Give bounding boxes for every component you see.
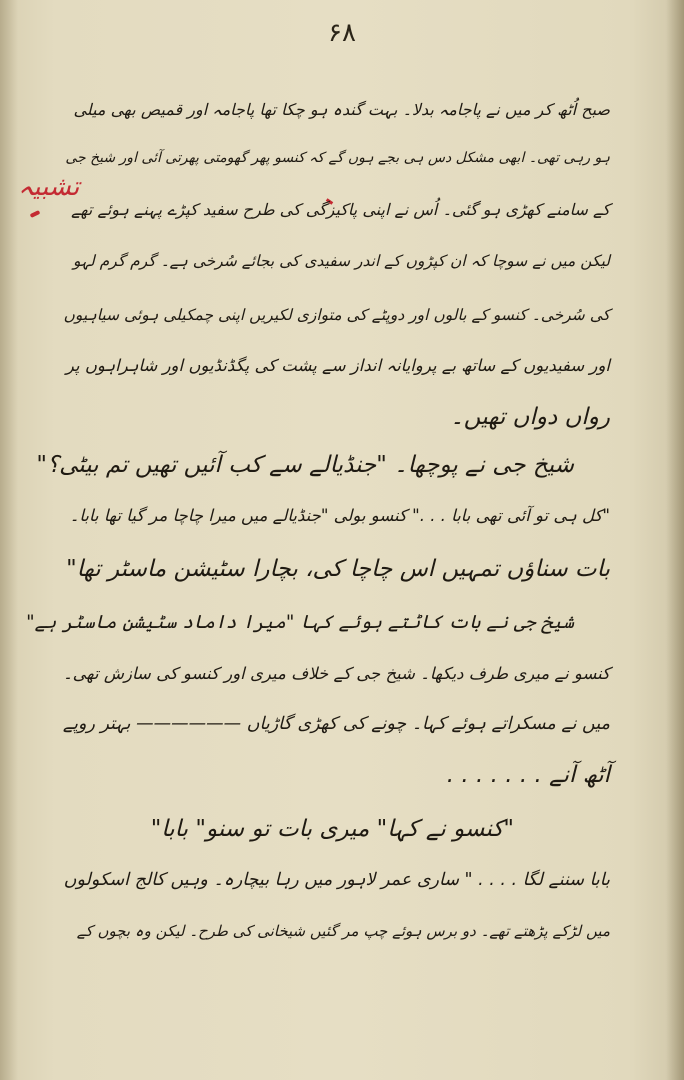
text-line-15: "کنسو نے کہا" میری بات تو سنو" بابا" xyxy=(150,816,514,842)
text-line-9: "کل ہی تو آئی تھی بابا . . ." کنسو بولی "جنڈیالے میں میرا چاچا مر گیا تھا بابا۔ xyxy=(69,506,610,525)
text-line-4: لیکن میں نے سوچا کہ ان کپڑوں کے اندر سفیدی کی بجائے سُرخی ہے۔ گرم گرم لہو xyxy=(72,252,610,270)
text-line-12: کنسو نے میری طرف دیکھا۔ شیخ جی کے خلاف میری اور کنسو کی سازش تھی۔ xyxy=(63,664,610,683)
text-line-16: بابا سننے لگا . . . . " ساری عمر لاہور میں رہا بیچارہ۔ وہیں کالج اسکولوں xyxy=(63,870,610,890)
margin-note-red: تشبیہ xyxy=(18,172,80,202)
text-line-3: کے سامنے کھڑی ہو گئی۔ اُس نے اپنی پاکیزگی کی طرح سفید کپڑے پہنے ہوئے تھے xyxy=(71,200,610,219)
text-line-10: بات سناؤں تمہیں اس چاچا کی، بچارا سٹیشن ماسٹر تھا" xyxy=(66,556,610,582)
page-right-edge xyxy=(666,0,684,1080)
text-line-1: صبح اُٹھ کر میں نے پاجامہ بدلا۔ بہت گندہ ہو چکا تھا پاجامہ اور قمیص بھی میلی xyxy=(73,100,610,119)
text-line-8: شیخ جی نے پوچھا۔ "جنڈیالے سے کب آئیں تھیں تم بیٹی؟" xyxy=(36,452,574,478)
text-line-11: شیخ جی نے بات کاٹتے ہوئے کہا "میرا داماد سٹیشن ماسٹر ہے" xyxy=(26,612,574,633)
text-line-2: ہو رہی تھی۔ ابھی مشکل دس ہی بجے ہوں گے کہ کنسو پھر گھومتی پھرتی آئی اور شیخ جی xyxy=(65,150,610,166)
text-line-6: اور سفیدیوں کے ساتھ بے پروایانہ انداز سے پشت کی پگڈنڈیوں اور شاہراہوں پر xyxy=(65,356,610,375)
text-line-5: کی سُرخی۔ کنسو کے بالوں اور دوپٹے کی متوازی لکیریں اپنی چمکیلی ہوئی سیاہیوں xyxy=(63,306,610,324)
text-line-17: میں لڑکے پڑھتے تھے۔ دو برس ہوئے چپ مر گئیں شیخانی کی طرح۔ لیکن وہ بچوں کے xyxy=(76,922,610,940)
page-left-edge xyxy=(0,0,18,1080)
red-tick-mark xyxy=(30,210,41,218)
text-line-14: آٹھ آنے . . . . . . . xyxy=(446,762,610,788)
text-line-13: میں نے مسکراتے ہوئے کہا۔ چونے کی کھڑی گاڑیاں —————— بہتر روپے xyxy=(62,714,610,734)
page-number: ۶۸ xyxy=(328,18,356,48)
text-line-7: رواں دواں تھیں۔ xyxy=(450,404,610,430)
